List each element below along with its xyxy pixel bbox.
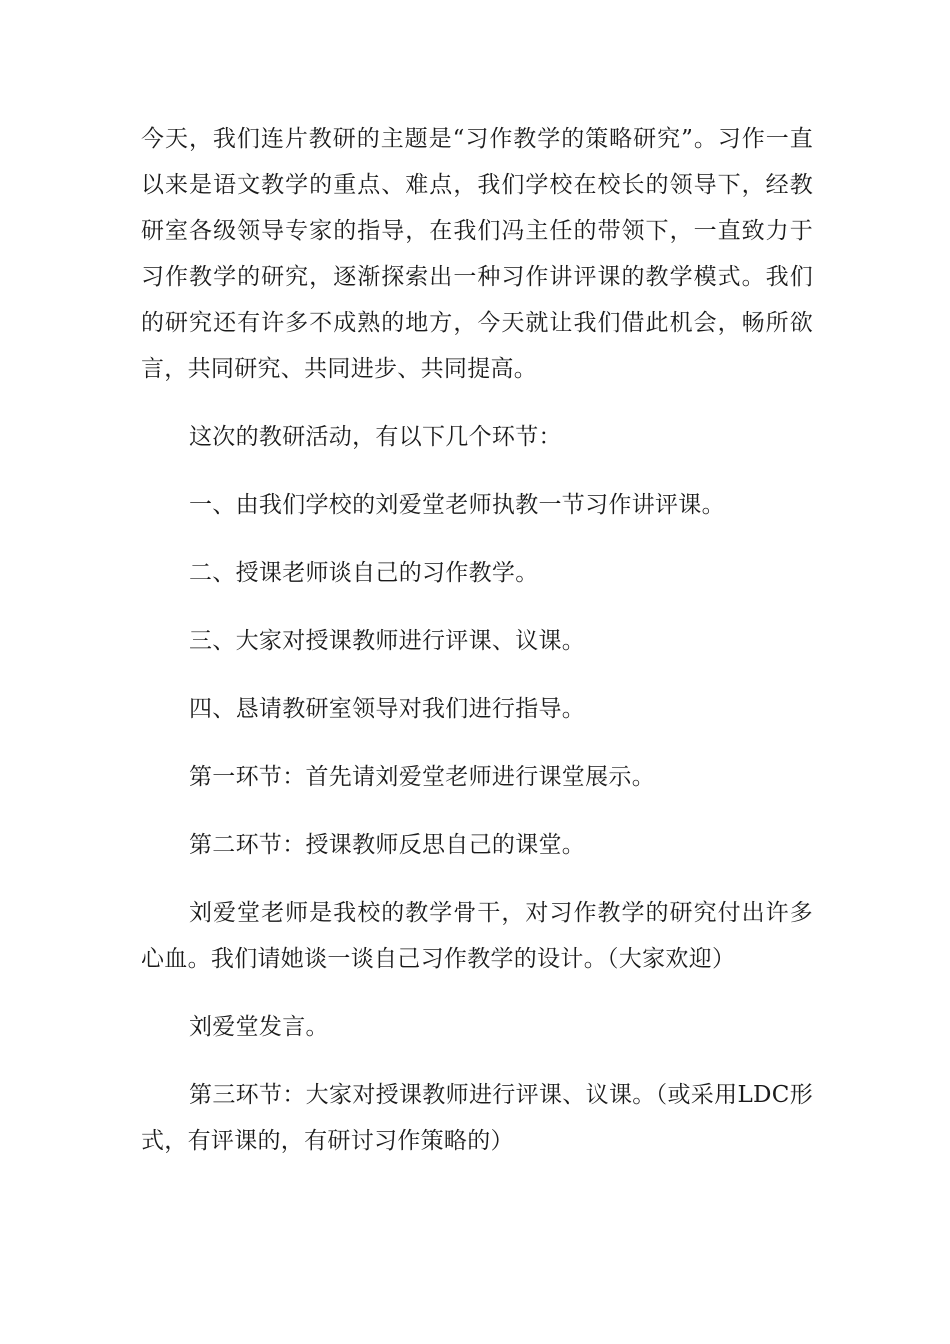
agenda-item-4: 四、恳请教研室领导对我们进行指导。 (189, 696, 586, 722)
teacher-speech-paragraph: 刘爱堂发言。 (189, 1014, 329, 1040)
intro-paragraph: 今天，我们连片教研的主题是“习作教学的策略研究”。习作一直以来是语文教学的重点、难点，我们学校在校长的领导下，经教研室各级领导专家的指导，在我们冯主任的带领下，一直致力于习作教学的研究，逐渐探索出一种习作讲评课的教学模式。我们的研究还有许多不成熟的地方，今天就让我们借此机会，畅所欲言，共同研究、共同进步、共同提高。 (141, 126, 813, 382)
activity-intro-paragraph: 这次的教研活动，有以下几个环节： (189, 424, 562, 450)
agenda-item-2: 二、授课老师谈自己的习作教学。 (189, 560, 539, 586)
agenda-item-3: 三、大家对授课教师进行评课、议课。 (189, 628, 586, 654)
teacher-intro-paragraph: 刘爱堂老师是我校的教学骨干，对习作教学的研究付出许多心血。我们请她谈一谈自己习作教学的设计。（大家欢迎） (141, 900, 813, 972)
section-2-paragraph: 第二环节：授课教师反思自己的课堂。 (189, 832, 586, 858)
section-1-paragraph: 第一环节：首先请刘爱堂老师进行课堂展示。 (189, 764, 655, 790)
document-body (141, 116, 813, 1164)
agenda-item-1: 一、由我们学校的刘爱堂老师执教一节习作讲评课。 (189, 492, 725, 518)
section-3-paragraph: 第三环节：大家对授课教师进行评课、议课。（或采用LDC形式，有评课的，有研讨习作策略的） (141, 1082, 813, 1154)
